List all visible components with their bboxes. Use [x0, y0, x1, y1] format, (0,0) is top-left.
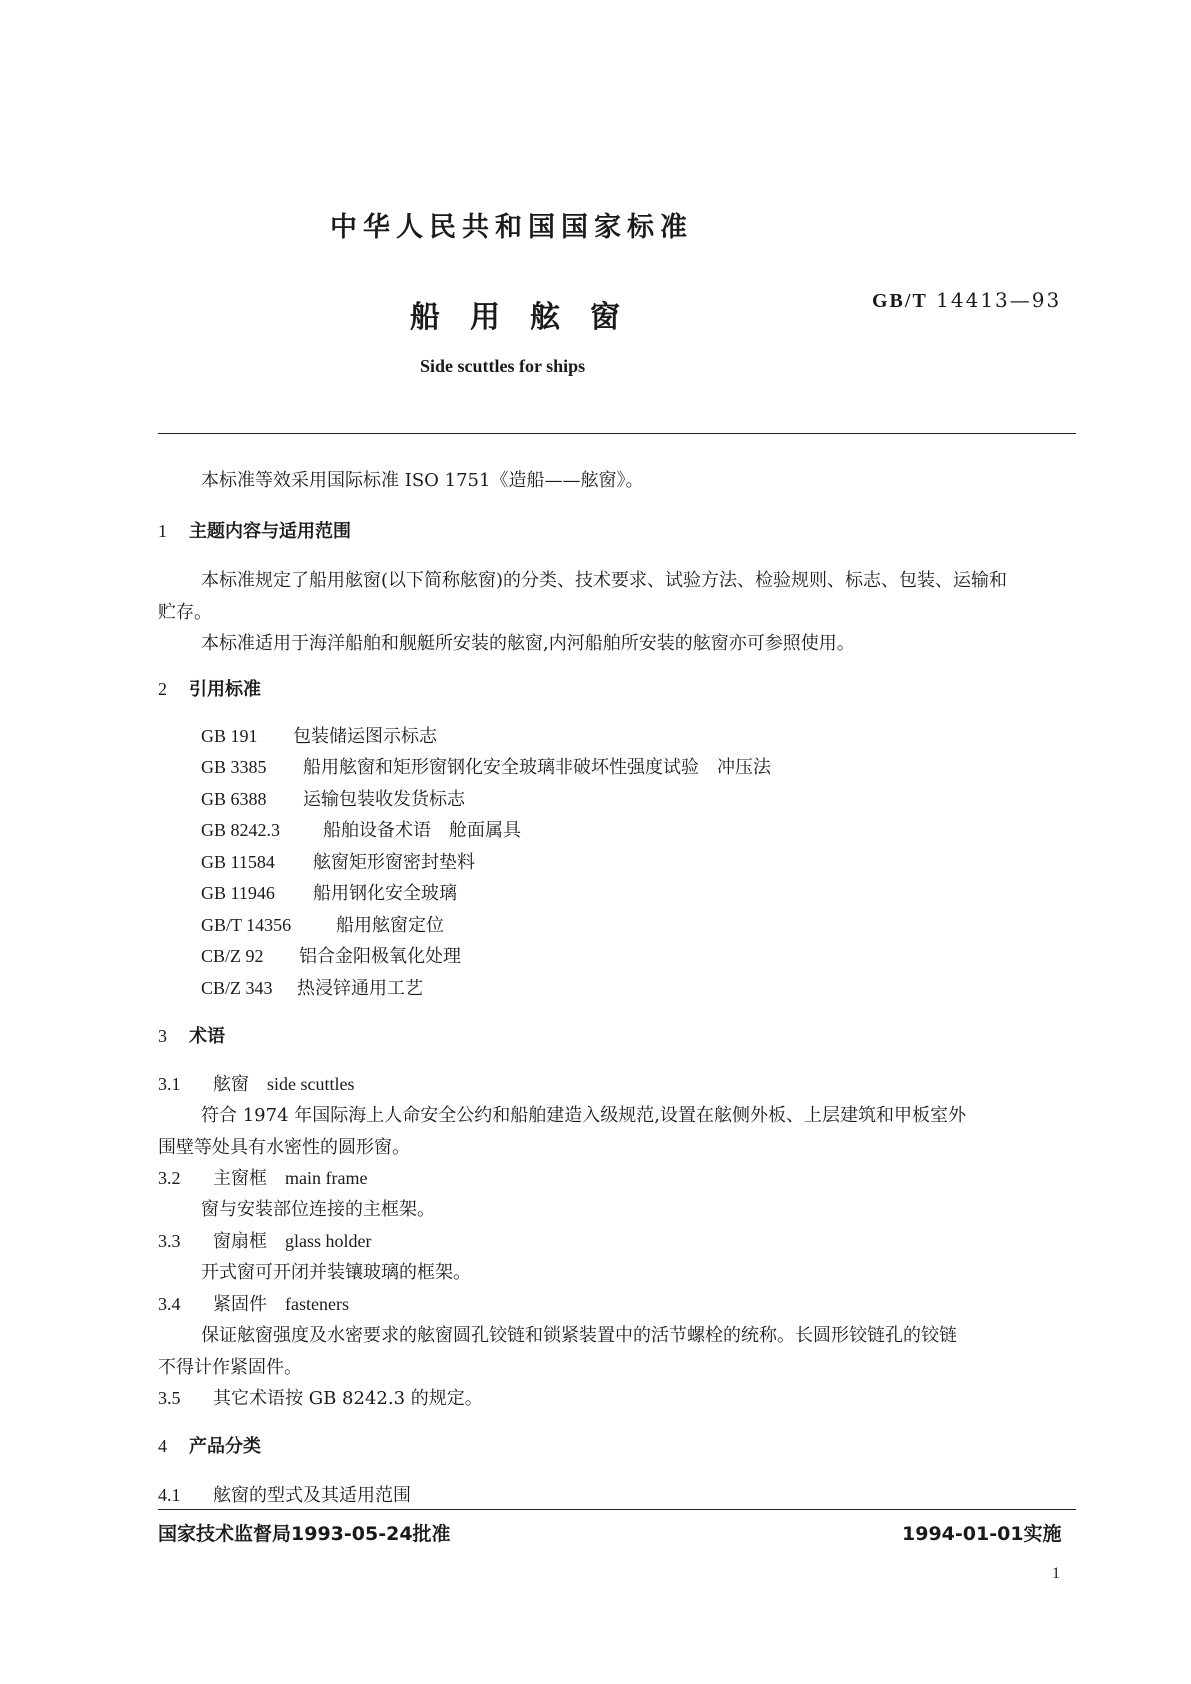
section-2-number: 2 — [158, 679, 167, 699]
reference-row — [201, 942, 461, 968]
section-3-title: 术语 — [189, 1026, 225, 1047]
reference-code: GB 8242.3 — [201, 820, 281, 840]
reference-row — [201, 848, 475, 874]
term-number: 3.1 — [158, 1074, 181, 1094]
effective-date: 1994-01-01实施 — [902, 1523, 1062, 1545]
section-1-title: 主题内容与适用范围 — [189, 521, 351, 542]
term-3-3-definition: 开式窗可开闭并装镶玻璃的框架。 — [201, 1262, 471, 1283]
term-name: 舷窗 — [213, 1074, 249, 1095]
subsection-number: 4.1 — [158, 1485, 181, 1505]
footer-divider — [158, 1509, 1076, 1510]
term-english: fasteners — [285, 1294, 349, 1314]
intro-paragraph: 本标准等效采用国际标准 ISO 1751《造船——舷窗》。 — [201, 470, 644, 491]
document-code-prefix: GB/T — [872, 290, 928, 312]
reference-code: GB 3385 — [201, 757, 267, 777]
term-number: 3.5 — [158, 1388, 181, 1408]
reference-row — [201, 722, 437, 748]
reference-title: 铝合金阳极氧化处理 — [299, 946, 461, 967]
reference-row — [201, 785, 465, 811]
section-2-heading — [158, 675, 261, 701]
reference-title: 船舶设备术语 舱面属具 — [323, 820, 521, 841]
reference-row — [201, 974, 423, 1000]
reference-code: CB/Z 343 — [201, 978, 273, 998]
section-1-para-2: 本标准适用于海洋船舶和舰艇所安装的舷窗,内河船舶所安装的舷窗亦可参照使用。 — [201, 633, 855, 654]
term-name: 主窗框 — [213, 1168, 267, 1189]
reference-code: GB 6388 — [201, 789, 267, 809]
term-english: side scuttles — [267, 1074, 355, 1094]
reference-code: GB 11946 — [201, 883, 275, 903]
term-english: glass holder — [285, 1231, 372, 1251]
document-title: 船用舷窗 — [410, 300, 650, 335]
term-3-1-definition-line-2: 围壁等处具有水密性的圆形窗。 — [158, 1137, 410, 1158]
subsection-text: 舷窗的型式及其适用范围 — [213, 1485, 411, 1506]
document-code-number: 14413—93 — [936, 288, 1062, 312]
term-3-2-definition: 窗与安装部位连接的主框架。 — [201, 1199, 435, 1220]
section-1-number: 1 — [158, 521, 167, 541]
term-english: main frame — [285, 1168, 368, 1188]
section-4-title: 产品分类 — [189, 1436, 261, 1457]
term-3-1 — [158, 1070, 355, 1096]
header-divider — [158, 433, 1076, 434]
subsection-4-1 — [158, 1481, 411, 1507]
section-4-number: 4 — [158, 1436, 167, 1456]
approval-info: 国家技术监督局1993-05-24批准 — [158, 1523, 451, 1545]
section-4-heading — [158, 1432, 261, 1458]
reference-title: 运输包装收发货标志 — [303, 789, 465, 810]
document-code — [872, 288, 1061, 313]
section-1-heading — [158, 517, 351, 543]
reference-row — [201, 879, 457, 905]
term-3-4-definition-line-1: 保证舷窗强度及水密要求的舷窗圆孔铰链和锁紧装置中的活节螺栓的统称。长圆形铰链孔的铰链 — [201, 1325, 957, 1346]
reference-row — [201, 753, 771, 779]
reference-code: GB 11584 — [201, 852, 275, 872]
reference-code: GB/T 14356 — [201, 915, 292, 935]
section-1-para-1-line-2: 贮存。 — [158, 602, 212, 623]
national-standard-title: 中华人民共和国国家标准 — [330, 212, 693, 243]
term-name: 窗扇框 — [213, 1231, 267, 1252]
reference-code: CB/Z 92 — [201, 946, 264, 966]
page-number: 1 — [1052, 1565, 1060, 1582]
term-number: 3.3 — [158, 1231, 181, 1251]
term-3-3 — [158, 1227, 371, 1253]
section-1-para-1-line-1: 本标准规定了船用舷窗(以下简称舷窗)的分类、技术要求、试验方法、检验规则、标志、包装、运输和 — [201, 570, 1008, 591]
term-3-4-definition-line-2: 不得计作紧固件。 — [158, 1357, 302, 1378]
section-3-number: 3 — [158, 1026, 167, 1046]
reference-title: 船用舷窗定位 — [336, 915, 444, 936]
term-name: 紧固件 — [213, 1294, 267, 1315]
reference-title: 包装储运图示标志 — [293, 726, 437, 747]
reference-title: 船用舷窗和矩形窗钢化安全玻璃非破坏性强度试验 冲压法 — [303, 757, 771, 778]
reference-row — [201, 911, 444, 937]
reference-title: 热浸锌通用工艺 — [297, 978, 423, 999]
reference-row — [201, 816, 521, 842]
term-3-2 — [158, 1164, 367, 1190]
term-3-5 — [158, 1384, 483, 1410]
term-3-4 — [158, 1290, 349, 1316]
term-number: 3.4 — [158, 1294, 181, 1314]
section-2-title: 引用标准 — [189, 679, 261, 700]
term-number: 3.2 — [158, 1168, 181, 1188]
reference-title: 舷窗矩形窗密封垫料 — [313, 852, 475, 873]
term-3-1-definition-line-1: 符合 1974 年国际海上人命安全公约和船舶建造入级规范,设置在舷侧外板、上层建筑和甲板室外 — [201, 1105, 966, 1126]
section-3-heading — [158, 1022, 225, 1048]
term-text: 其它术语按 GB 8242.3 的规定。 — [213, 1388, 483, 1409]
document-subtitle: Side scuttles for ships — [420, 356, 586, 376]
reference-code: GB 191 — [201, 726, 258, 746]
reference-title: 船用钢化安全玻璃 — [313, 883, 457, 904]
